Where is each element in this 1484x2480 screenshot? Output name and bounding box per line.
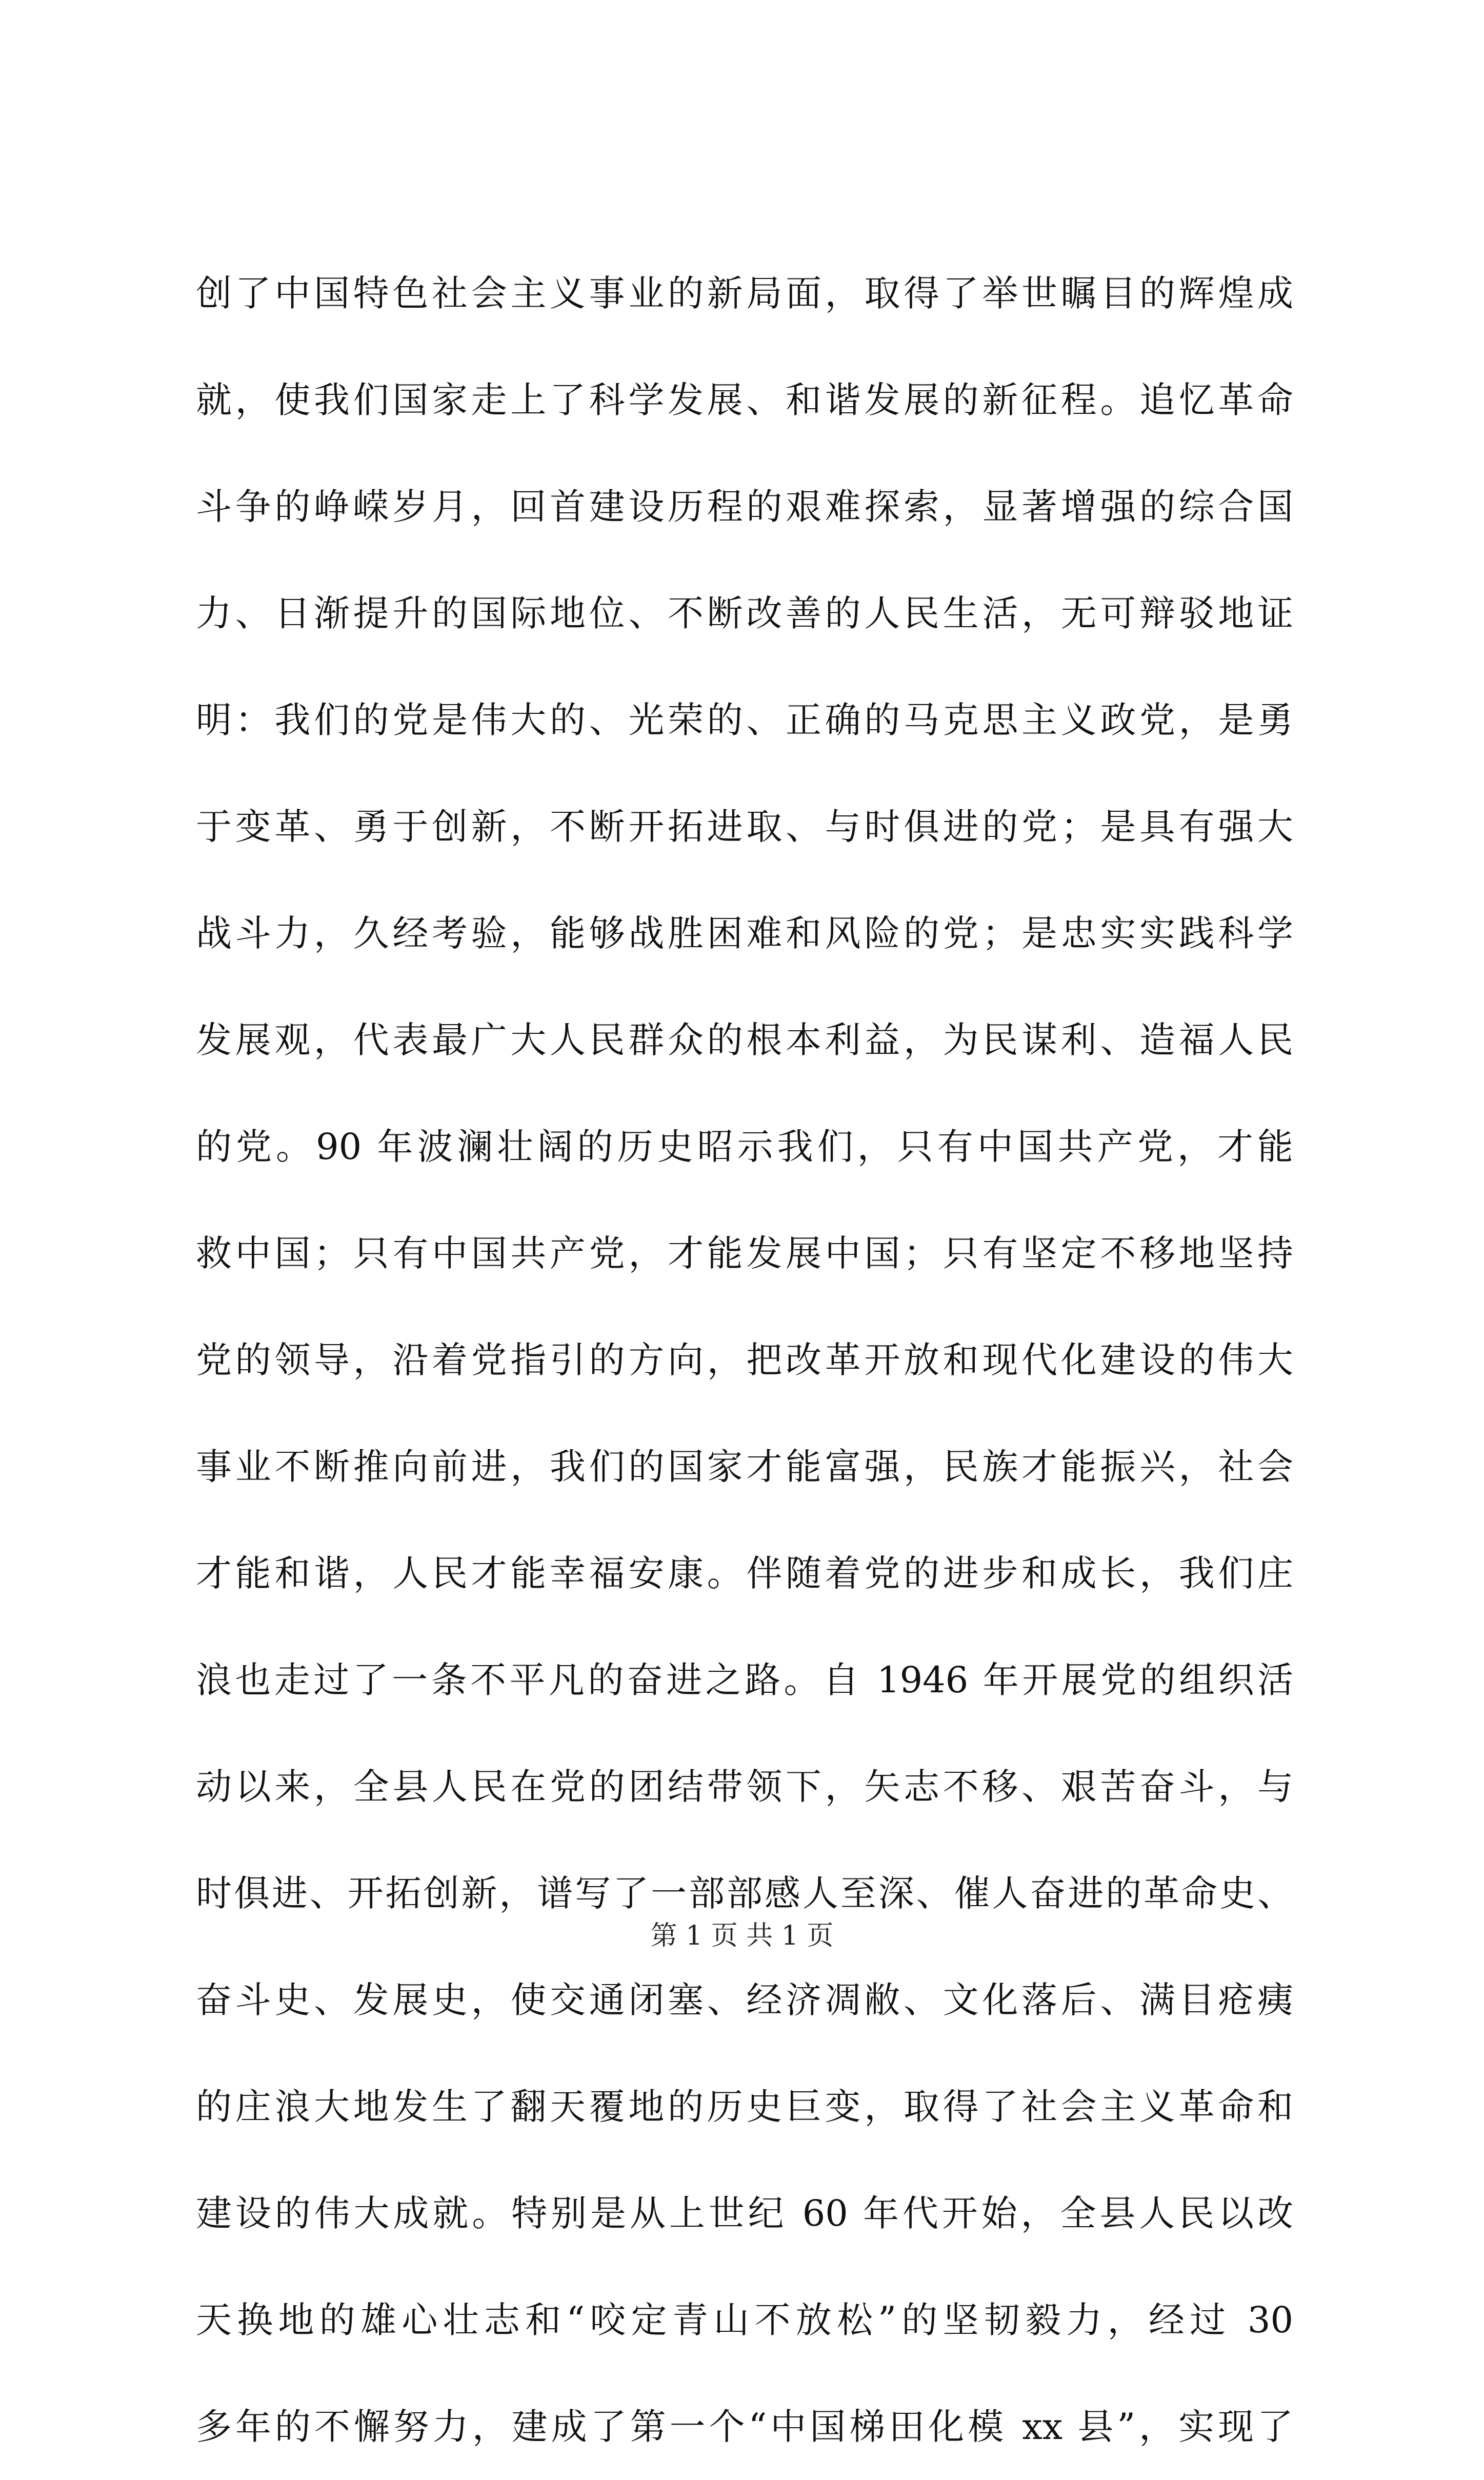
text-line: 就，使我们国家走上了科学发展、和谐发展的新征程。追忆革命 (196, 379, 1293, 421)
text-line: 浪也走过了一条不平凡的奋进之路。自 1946 年开展党的组织活 (196, 1659, 1293, 1701)
text-line: 事业不断推向前进，我们的国家才能富强，民族才能振兴，社会 (196, 1446, 1293, 1488)
text-line: 党的领导，沿着党指引的方向，把改革开放和现代化建设的伟大 (196, 1339, 1293, 1381)
text-line: 战斗力，久经考验，能够战胜困难和风险的党；是忠实实践科学 (196, 912, 1293, 954)
page-footer (0, 1918, 1484, 1954)
text-line: 创了中国特色社会主义事业的新局面，取得了举世瞩目的辉煌成 (196, 272, 1293, 314)
body-text (196, 240, 1293, 2480)
text-line: 救中国；只有中国共产党，才能发展中国；只有坚定不移地坚持 (196, 1232, 1293, 1274)
text-line: 才能和谐，人民才能幸福安康。伴随着党的进步和成长，我们庄 (196, 1552, 1293, 1594)
text-line: 斗争的峥嵘岁月，回首建设历程的艰难探索，显著增强的综合国 (196, 486, 1293, 528)
text-line: 奋斗史、发展史，使交通闭塞、经济凋敝、文化落后、满目疮痍 (196, 1979, 1293, 2021)
text-line: 建设的伟大成就。特别是从上世纪 60 年代开始，全县人民以改 (196, 2192, 1293, 2234)
text-line: 力、日渐提升的国际地位、不断改善的人民生活，无可辩驳地证 (196, 592, 1293, 634)
text-line: 多年的不懈努力，建成了第一个“中国梯田化模 xx 县”，实现了 (196, 2406, 1293, 2448)
page-number-label: 第 1 页 共 1 页 (650, 1921, 834, 1951)
text-line: 于变革、勇于创新，不断开拓进取、与时俱进的党；是具有强大 (196, 806, 1293, 848)
text-line: 天换地的雄心壮志和“咬定青山不放松”的坚韧毅力，经过 30 (196, 2299, 1293, 2341)
text-line: 动以来，全县人民在党的团结带领下，矢志不移、艰苦奋斗，与 (196, 1766, 1293, 1808)
text-line: 明：我们的党是伟大的、光荣的、正确的马克思主义政党，是勇 (196, 699, 1293, 741)
text-line: 时俱进、开拓创新，谱写了一部部感人至深、催人奋进的革命史、 (196, 1872, 1293, 1914)
text-line: 的庄浪大地发生了翻天覆地的历史巨变，取得了社会主义革命和 (196, 2086, 1293, 2128)
text-line: 发展观，代表最广大人民群众的根本利益，为民谋利、造福人民 (196, 1019, 1293, 1061)
text-line: 的党。90 年波澜壮阔的历史昭示我们，只有中国共产党，才能 (196, 1126, 1293, 1168)
